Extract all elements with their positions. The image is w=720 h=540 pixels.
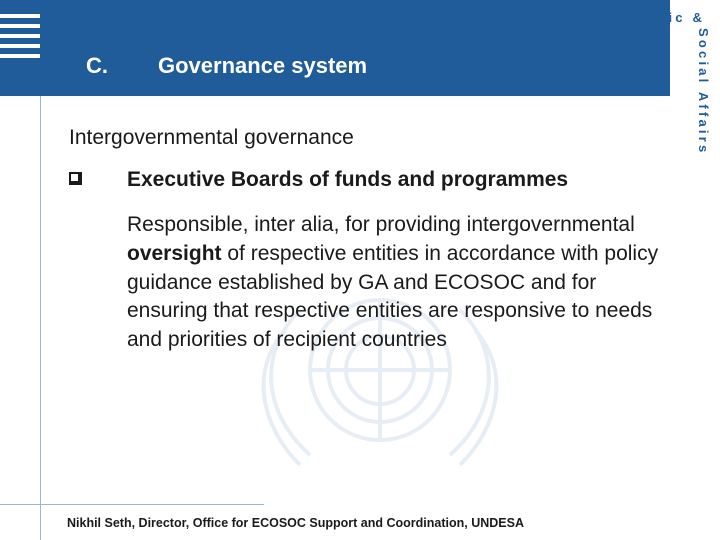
section-letter: C. <box>86 53 108 78</box>
section-title: Governance system <box>158 53 368 78</box>
body-paragraph <box>127 211 672 355</box>
bullet-title: Executive Boards of funds and programmes <box>127 168 569 191</box>
square-bullet-icon <box>69 172 82 185</box>
paragraph-emphasis: oversight <box>127 241 222 265</box>
paragraph-part-1: Responsible, inter alia, for providing intergovernmental <box>127 213 635 236</box>
brand-label-top: Economic & <box>598 10 706 25</box>
menu-lines-decoration <box>0 14 42 64</box>
page-heading: Intergovernmental governance <box>69 126 354 149</box>
footer-credit: Nikhil Seth, Director, Office for ECOSOC Support and Coordination, UNDESA <box>67 516 524 530</box>
left-divider-line <box>40 96 41 540</box>
paragraph-part-2: of respective entities in accordance with policy guidance established by GA and ECOSOC and for ensuring that respective entities are responsive to needs and priorities of recipient countries <box>127 241 659 352</box>
brand-label-side: Social Affairs <box>696 28 711 156</box>
header-band <box>0 0 670 96</box>
